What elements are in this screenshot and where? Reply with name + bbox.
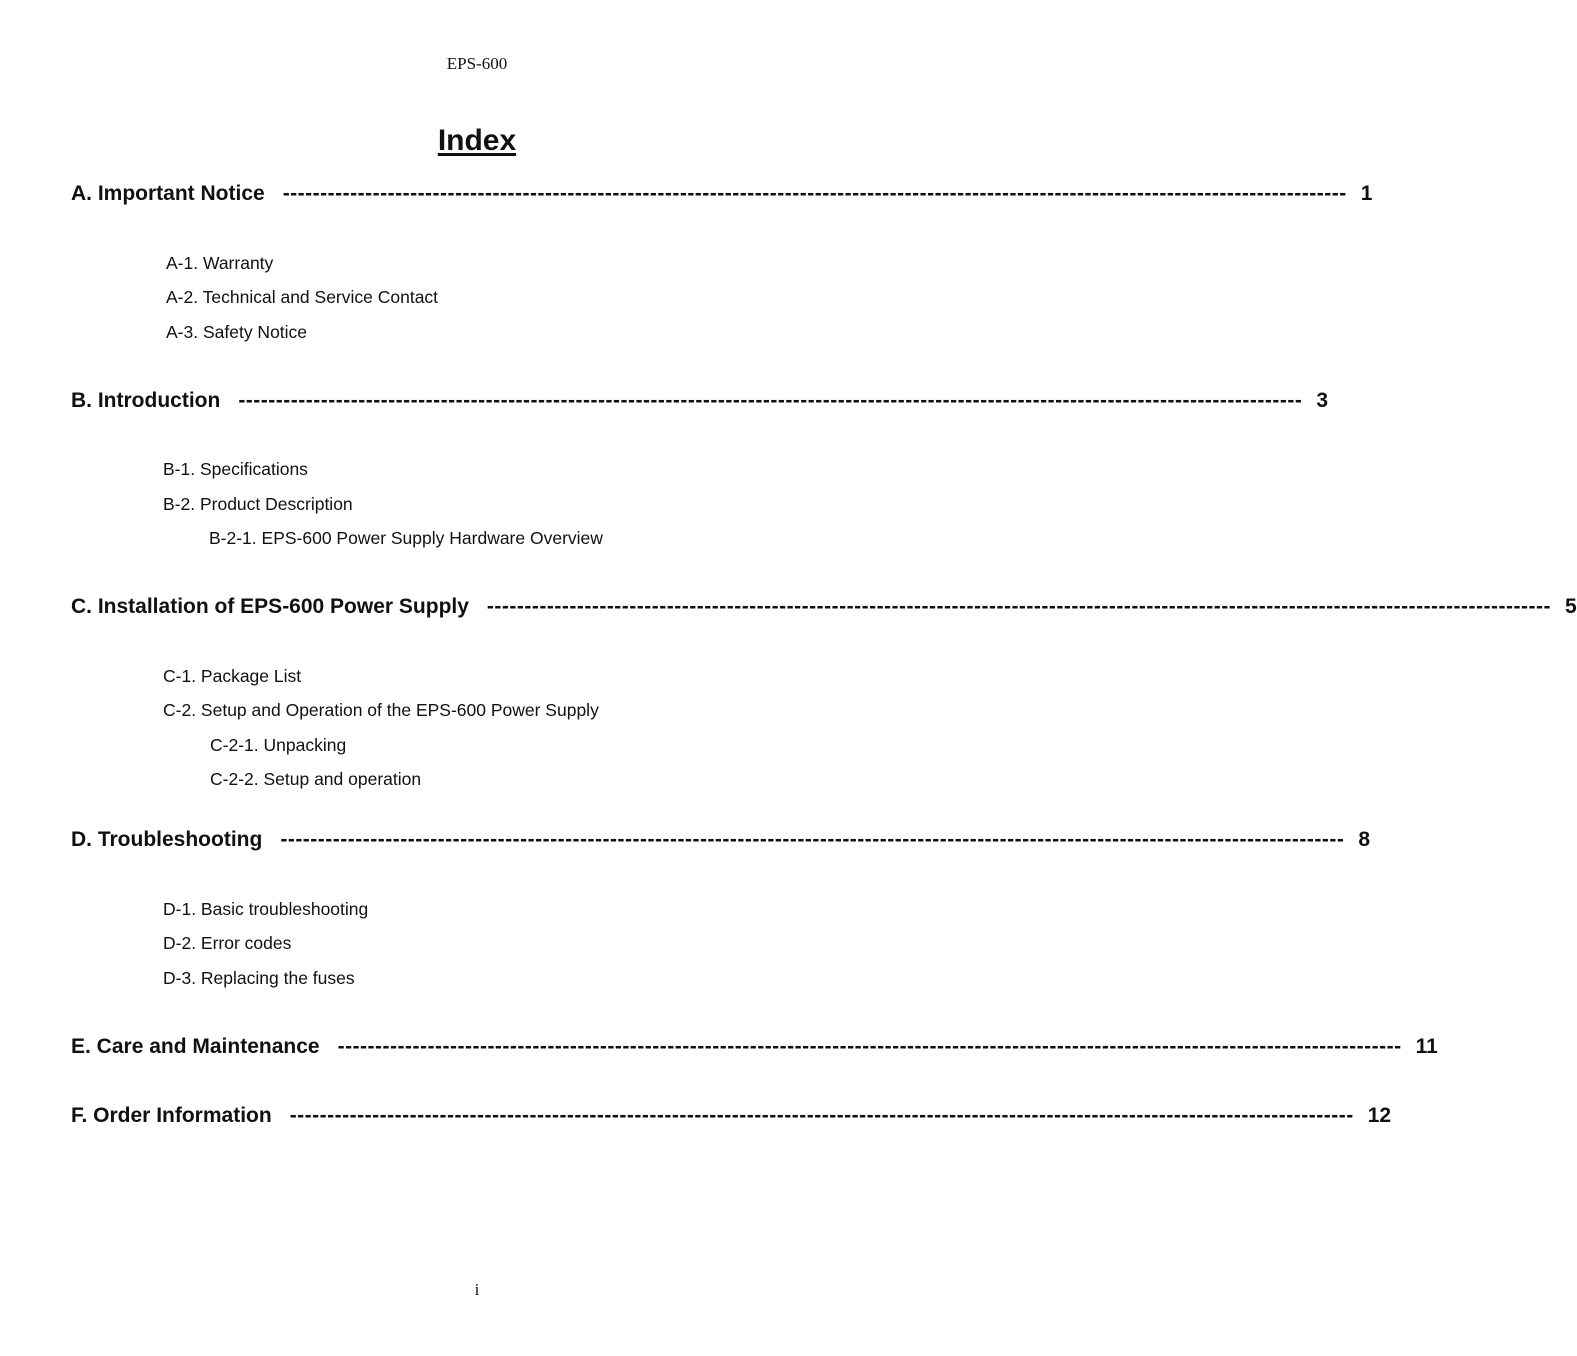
toc-page-number: 8 (1358, 828, 1371, 851)
toc-item-d-2[interactable]: D-2. Error codes (163, 933, 292, 953)
toc-item-b-2[interactable]: B-2. Product Description (163, 494, 353, 514)
toc-leader: ---------------------------------------------------------------------------------------------------------------------------------------------- (282, 182, 1347, 205)
toc-leader: ---------------------------------------------------------------------------------------------------------------------------------------------- (337, 1035, 1402, 1058)
toc-section-c[interactable] (71, 592, 1577, 622)
toc-section-label: F. Order Information (71, 1104, 272, 1127)
toc-leader: ---------------------------------------------------------------------------------------------------------------------------------------------- (289, 1104, 1354, 1127)
toc-section-b[interactable] (71, 386, 1329, 416)
toc-page-number: 5 (1564, 595, 1577, 618)
toc-leader: ---------------------------------------------------------------------------------------------------------------------------------------------- (280, 828, 1345, 851)
toc-section-label: D. Troubleshooting (71, 828, 263, 851)
toc-item-a-3[interactable]: A-3. Safety Notice (166, 322, 308, 342)
toc-page-number: 3 (1316, 389, 1329, 412)
toc-item-a-1[interactable]: A-1. Warranty (166, 253, 274, 273)
toc-item-d-3[interactable]: D-3. Replacing the fuses (163, 968, 355, 988)
toc-item-d-1[interactable]: D-1. Basic troubleshooting (163, 899, 369, 919)
page-header: EPS-600 (446, 54, 508, 73)
toc-section-label: E. Care and Maintenance (71, 1035, 320, 1058)
toc-leader: ---------------------------------------------------------------------------------------------------------------------------------------------- (486, 595, 1551, 618)
toc-section-a[interactable] (71, 179, 1373, 209)
toc-item-c-2[interactable]: C-2. Setup and Operation of the EPS-600 Power Supply (163, 700, 599, 720)
toc-page-number: 12 (1367, 1104, 1392, 1127)
toc-item-c-1[interactable]: C-1. Package List (163, 666, 302, 686)
toc-page-number: 1 (1360, 182, 1373, 205)
page-title: Index (437, 124, 517, 157)
toc-item-a-2[interactable]: A-2. Technical and Service Contact (166, 287, 439, 307)
toc-item-b-1[interactable]: B-1. Specifications (163, 459, 308, 479)
toc-section-label: C. Installation of EPS-600 Power Supply (71, 595, 469, 618)
toc-section-label: B. Introduction (71, 389, 221, 412)
toc-section-d[interactable] (71, 825, 1371, 855)
toc-item-c-2-1[interactable]: C-2-1. Unpacking (210, 735, 347, 755)
toc-page-number: 11 (1415, 1035, 1438, 1058)
toc-section-f[interactable] (71, 1101, 1392, 1131)
toc-section-label: A. Important Notice (71, 182, 265, 205)
toc-section-e[interactable] (71, 1032, 1438, 1062)
toc-item-b-2-1[interactable]: B-2-1. EPS-600 Power Supply Hardware Overview (209, 528, 603, 548)
page-number: i (474, 1280, 480, 1299)
toc-item-c-2-2[interactable]: C-2-2. Setup and operation (210, 769, 422, 789)
toc-leader: ---------------------------------------------------------------------------------------------------------------------------------------------- (238, 389, 1303, 412)
